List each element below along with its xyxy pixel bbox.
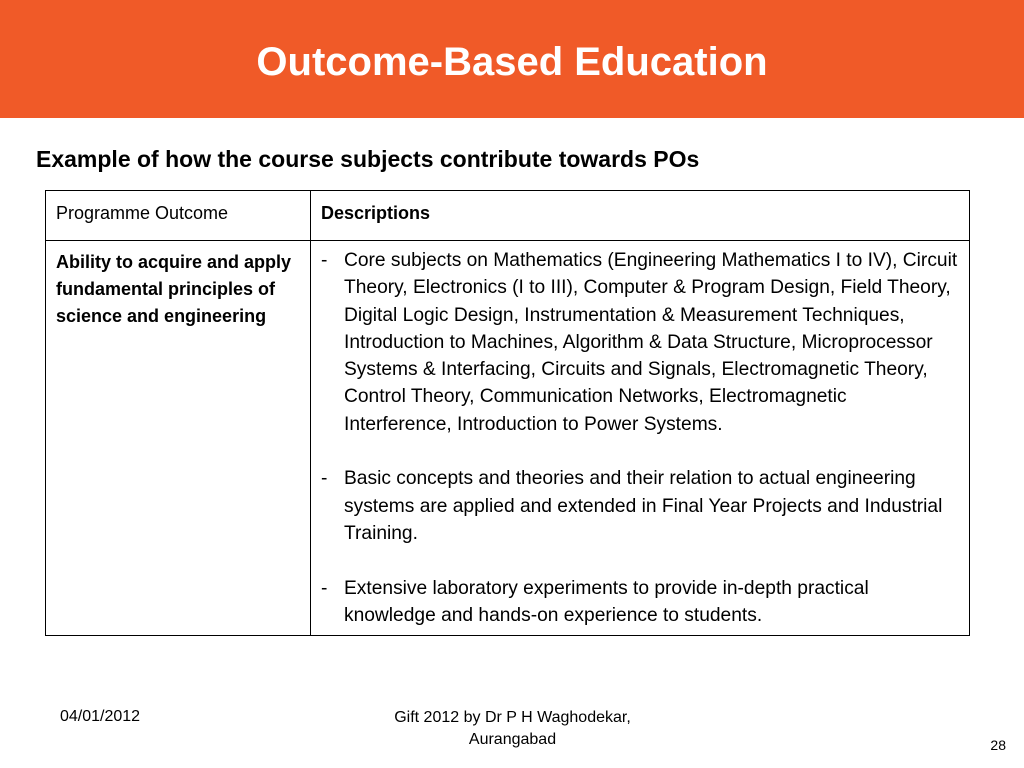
page-number: 28 [990,737,1006,753]
outcome-cell: Ability to acquire and apply fundamental principles of science and engineering [46,241,311,636]
footer-credit-line2: Aurangabad [468,731,557,748]
bullet-dash: - [321,468,328,490]
description-item [321,465,959,547]
header-programme-outcome: Programme Outcome [46,191,311,241]
slide-subtitle: Example of how the course subjects contribute towards POs [36,146,700,172]
description-item [321,247,959,438]
bullet-dash: - [321,250,328,271]
programme-outcome-table [45,190,970,636]
description-text: Basic concepts and theories and their relation to actual engineering systems are applied and extended in Final Year Projects and Industrial Training. [344,468,943,544]
footer-credit-line1: Gift 2012 by Dr P H Waghodekar, [394,709,631,726]
bullet-dash: - [321,577,328,599]
description-text: Core subjects on Mathematics (Engineering Mathematics I to IV), Circuit Theory, Electronics (I to III), Computer & Program Design, Field Theory, Digital Logic Design, Instrumentation & Measurement Techniques, Introduction to Machines, Algorithm & Data Structure, Microprocessor Systems & Interfacing, Circuits and Signals, Electromagnetic Theory, Control Theory, Communication Networks, Electromagnetic Interference, Introduction to Power Systems. [344,250,958,435]
slide-title: Outcome-Based Education [256,40,768,84]
description-item [321,575,959,630]
table-header-row [46,191,970,241]
footer-credit [340,707,685,751]
footer-date: 04/01/2012 [60,708,141,725]
header-descriptions: Descriptions [311,191,970,241]
table-row [46,241,970,636]
description-text: Extensive laboratory experiments to provide in-depth practical knowledge and hands-on experience to students. [344,577,869,626]
descriptions-cell [311,241,970,636]
